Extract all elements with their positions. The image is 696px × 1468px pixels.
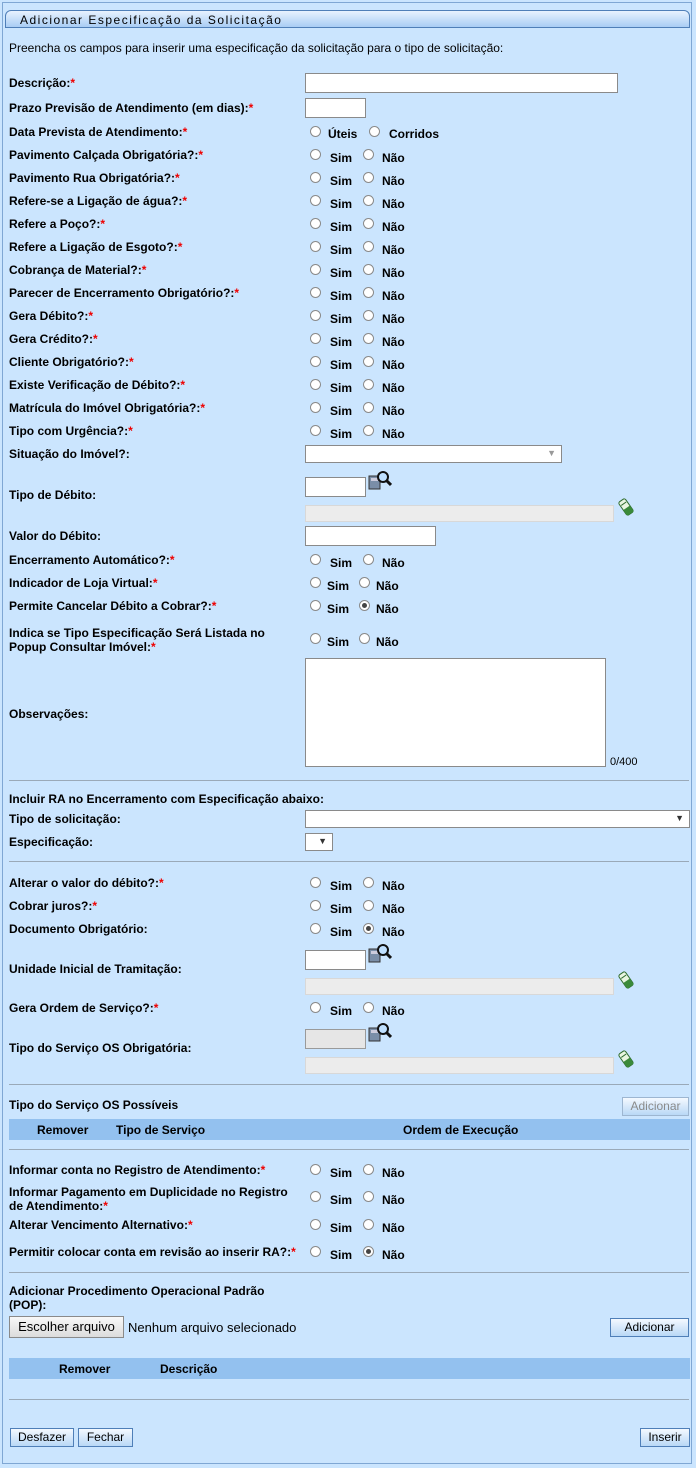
label-ligacao-agua: Refere-se a Ligação de água?:*	[9, 194, 188, 208]
label-valor-debito: Valor do Débito:	[9, 529, 102, 543]
col-ordem-execucao: Ordem de Execução	[403, 1123, 519, 1137]
radio-ligacao-agua-sim[interactable]	[310, 195, 321, 206]
adicionar-servico-button[interactable]: Adicionar	[622, 1097, 689, 1116]
label-especificacao: Especificação:	[9, 835, 94, 849]
label-sim: Sim	[330, 1166, 353, 1180]
label-sim: Sim	[330, 289, 353, 303]
label-sim: Sim	[330, 335, 353, 349]
label-prazo: Prazo Previsão de Atendimento (em dias):*	[9, 101, 254, 115]
observacoes-textarea[interactable]	[305, 658, 606, 767]
tipo-servico-os-input[interactable]	[305, 1029, 366, 1049]
label-sim: Sim	[330, 404, 353, 418]
divider	[9, 1272, 689, 1273]
label-nao: Não	[382, 879, 405, 893]
label-sim: Sim	[330, 174, 353, 188]
radio-cobranca-material-nao[interactable]	[363, 264, 374, 275]
label-sim: Sim	[330, 1193, 353, 1207]
label-descricao: Descrição:*	[9, 76, 76, 90]
divider	[9, 1084, 689, 1085]
radio-conta-revisao-nao[interactable]	[363, 1246, 374, 1257]
intro-text: Preencha os campos para inserir uma especificação da solicitação para o tipo de solicitação:	[9, 41, 504, 55]
radio-popup-consultar-nao[interactable]	[359, 633, 370, 644]
label-sim: Sim	[330, 197, 353, 211]
label-nao: Não	[382, 174, 405, 188]
choose-file-button[interactable]: Escolher arquivo	[9, 1316, 124, 1338]
radio-parecer-sim[interactable]	[310, 287, 321, 298]
radio-corridos[interactable]	[369, 126, 380, 137]
radio-pav-rua-sim[interactable]	[310, 172, 321, 183]
radio-alterar-valor-sim[interactable]	[310, 877, 321, 888]
label-nao: Não	[382, 556, 405, 570]
eraser-icon[interactable]	[617, 1050, 635, 1068]
radio-cliente-obrig-sim[interactable]	[310, 356, 321, 367]
situacao-imovel-select[interactable]: ▼	[305, 445, 562, 463]
label-nao: Não	[382, 197, 405, 211]
form-title: Adicionar Especificação da Solicitação	[20, 13, 283, 27]
radio-conta-revisao-sim[interactable]	[310, 1246, 321, 1257]
fechar-button[interactable]: Fechar	[78, 1428, 133, 1447]
label-gera-os: Gera Ordem de Serviço?:*	[9, 1001, 159, 1015]
label-doc-obrig: Documento Obrigatório:	[9, 922, 148, 936]
radio-gera-credito-nao[interactable]	[363, 333, 374, 344]
radio-informar-conta-nao[interactable]	[363, 1164, 374, 1175]
label-tipo-debito: Tipo de Débito:	[9, 488, 97, 502]
label-nao: Não	[382, 427, 405, 441]
label-venc-alternativo: Alterar Vencimento Alternativo:*	[9, 1218, 193, 1232]
label-sim: Sim	[330, 220, 353, 234]
label-parecer: Parecer de Encerramento Obrigatório?:*	[9, 286, 240, 300]
label-ligacao-esgoto: Refere a Ligação de Esgoto?:*	[9, 240, 183, 254]
pop-table-header	[9, 1358, 690, 1379]
form-title-bar	[5, 10, 690, 28]
radio-ligacao-agua-nao[interactable]	[363, 195, 374, 206]
tipo-solicitacao-select[interactable]: ▼	[305, 810, 690, 828]
radio-matricula-sim[interactable]	[310, 402, 321, 413]
radio-cancelar-debito-nao[interactable]	[359, 600, 370, 611]
label-sim: Sim	[327, 602, 350, 616]
radio-verif-debito-nao[interactable]	[363, 379, 374, 390]
label-sim: Sim	[330, 312, 353, 326]
label-nao: Não	[382, 220, 405, 234]
radio-alterar-valor-nao[interactable]	[363, 877, 374, 888]
label-pav-calcada: Pavimento Calçada Obrigatória?:*	[9, 148, 204, 162]
radio-pag-duplicidade-nao[interactable]	[363, 1191, 374, 1202]
tipo-debito-input[interactable]	[305, 477, 366, 497]
label-nao: Não	[382, 1004, 405, 1018]
label-pop-line1: Adicionar Procedimento Operacional Padrão	[9, 1284, 265, 1298]
label-sim: Sim	[330, 879, 353, 893]
radio-parecer-nao[interactable]	[363, 287, 374, 298]
col-remover: Remover	[37, 1123, 89, 1137]
label-nao: Não	[382, 358, 405, 372]
radio-pav-rua-nao[interactable]	[363, 172, 374, 183]
label-nao: Não	[382, 404, 405, 418]
divider	[9, 1149, 689, 1150]
label-matricula: Matrícula do Imóvel Obrigatória?:*	[9, 401, 206, 415]
magnifier-icon[interactable]	[368, 470, 392, 492]
label-nao: Não	[376, 579, 399, 593]
radio-doc-obrig-nao[interactable]	[363, 923, 374, 934]
label-sim: Sim	[327, 635, 350, 649]
label-cliente-obrig: Cliente Obrigatório?:*	[9, 355, 134, 369]
radio-pag-duplicidade-sim[interactable]	[310, 1191, 321, 1202]
radio-ligacao-esgoto-nao[interactable]	[363, 241, 374, 252]
desfazer-button[interactable]: Desfazer	[10, 1428, 74, 1447]
label-sim: Sim	[330, 266, 353, 280]
label-nao: Não	[382, 925, 405, 939]
radio-encerramento-auto-nao[interactable]	[363, 554, 374, 565]
label-pop-line2: (POP):	[9, 1298, 47, 1312]
label-incluir-ra: Incluir RA no Encerramento com Especificação abaixo:	[9, 792, 324, 806]
label-sim: Sim	[330, 902, 353, 916]
label-nao: Não	[382, 1193, 405, 1207]
radio-poco-sim[interactable]	[310, 218, 321, 229]
label-sim: Sim	[330, 1221, 353, 1235]
radio-popup-consultar-sim[interactable]	[310, 633, 321, 644]
tipo-servico-os-description	[305, 1057, 614, 1074]
label-alterar-valor: Alterar o valor do débito?:*	[9, 876, 164, 890]
radio-uteis[interactable]	[310, 126, 321, 137]
divider	[9, 861, 689, 862]
radio-gera-os-sim[interactable]	[310, 1002, 321, 1013]
label-nao: Não	[382, 151, 405, 165]
label-tipo-servico-os: Tipo do Serviço OS Obrigatória:	[9, 1041, 192, 1055]
radio-cliente-obrig-nao[interactable]	[363, 356, 374, 367]
label-situacao-imovel: Situação do Imóvel?:	[9, 447, 130, 461]
radio-pav-calcada-nao[interactable]	[363, 149, 374, 160]
label-sim: Sim	[330, 925, 353, 939]
label-gera-credito: Gera Crédito?:*	[9, 332, 98, 346]
prazo-input[interactable]	[305, 98, 366, 118]
col-remover: Remover	[59, 1362, 111, 1376]
label-gera-debito: Gera Débito?:*	[9, 309, 94, 323]
radio-urgencia-nao[interactable]	[363, 425, 374, 436]
radio-loja-virtual-sim[interactable]	[310, 577, 321, 588]
label-sim: Sim	[330, 1004, 353, 1018]
radio-cobrar-juros-nao[interactable]	[363, 900, 374, 911]
valor-debito-input[interactable]	[305, 526, 436, 546]
label-nao: Não	[382, 335, 405, 349]
label-sim: Sim	[330, 1248, 353, 1262]
label-nao: Não	[382, 381, 405, 395]
descricao-input[interactable]	[305, 73, 618, 93]
radio-cobrar-juros-sim[interactable]	[310, 900, 321, 911]
radio-urgencia-sim[interactable]	[310, 425, 321, 436]
radio-pav-calcada-sim[interactable]	[310, 149, 321, 160]
label-nao: Não	[382, 266, 405, 280]
divider	[9, 1399, 689, 1400]
radio-encerramento-auto-sim[interactable]	[310, 554, 321, 565]
label-sim: Sim	[330, 151, 353, 165]
radio-cancelar-debito-sim[interactable]	[310, 600, 321, 611]
label-nao: Não	[382, 902, 405, 916]
file-status: Nenhum arquivo selecionado	[128, 1320, 297, 1335]
label-sim: Sim	[327, 579, 350, 593]
divider	[9, 780, 689, 781]
os-table-header	[9, 1119, 690, 1140]
radio-doc-obrig-sim[interactable]	[310, 923, 321, 934]
magnifier-icon[interactable]	[368, 943, 392, 965]
eraser-icon[interactable]	[617, 498, 635, 516]
radio-matricula-nao[interactable]	[363, 402, 374, 413]
magnifier-icon[interactable]	[368, 1022, 392, 1044]
label-sim: Sim	[330, 381, 353, 395]
radio-ligacao-esgoto-sim[interactable]	[310, 241, 321, 252]
adicionar-pop-button[interactable]: Adicionar	[610, 1318, 689, 1337]
label-pag-duplicidade-line2: de Atendimento:*	[9, 1199, 108, 1213]
label-sim: Sim	[330, 556, 353, 570]
label-nao: Não	[382, 1248, 405, 1262]
unidade-inicial-description	[305, 978, 614, 995]
radio-gera-debito-nao[interactable]	[363, 310, 374, 321]
label-encerramento-auto: Encerramento Automático?:*	[9, 553, 175, 567]
label-popup-consultar-line2: Popup Consultar Imóvel:*	[9, 640, 156, 654]
label-nao: Não	[376, 635, 399, 649]
radio-loja-virtual-nao[interactable]	[359, 577, 370, 588]
label-informar-conta: Informar conta no Registro de Atendimento:*	[9, 1163, 266, 1177]
label-loja-virtual: Indicador de Loja Virtual:*	[9, 576, 158, 590]
eraser-icon[interactable]	[617, 971, 635, 989]
label-uteis: Úteis	[328, 127, 358, 141]
label-unidade-inicial: Unidade Inicial de Tramitação:	[9, 962, 182, 976]
col-tipo-servico: Tipo de Serviço	[116, 1123, 206, 1137]
radio-gera-os-nao[interactable]	[363, 1002, 374, 1013]
radio-gera-credito-sim[interactable]	[310, 333, 321, 344]
inserir-button[interactable]: Inserir	[640, 1428, 690, 1447]
label-nao: Não	[382, 1166, 405, 1180]
label-nao: Não	[382, 312, 405, 326]
radio-cobranca-material-sim[interactable]	[310, 264, 321, 275]
label-sim: Sim	[330, 427, 353, 441]
radio-venc-alternativo-nao[interactable]	[363, 1219, 374, 1230]
label-cobrar-juros: Cobrar juros?:*	[9, 899, 98, 913]
label-nao: Não	[382, 243, 405, 257]
radio-venc-alternativo-sim[interactable]	[310, 1219, 321, 1230]
label-pav-rua: Pavimento Rua Obrigatória?:*	[9, 171, 180, 185]
label-sim: Sim	[330, 358, 353, 372]
label-poco: Refere a Poço?:*	[9, 217, 106, 231]
label-nao: Não	[382, 289, 405, 303]
label-observacoes: Observações:	[9, 707, 89, 721]
observacoes-counter: 0/400	[610, 756, 638, 768]
label-cobranca-material: Cobrança de Material?:*	[9, 263, 147, 277]
tipo-debito-description	[305, 505, 614, 522]
label-tipo-solicitacao: Tipo de solicitação:	[9, 812, 121, 826]
radio-informar-conta-sim[interactable]	[310, 1164, 321, 1175]
label-pag-duplicidade-line1: Informar Pagamento em Duplicidade no Registro	[9, 1185, 288, 1199]
label-verif-debito: Existe Verificação de Débito?:*	[9, 378, 186, 392]
label-tipo-servico-possiveis: Tipo do Serviço OS Possíveis	[9, 1098, 179, 1112]
unidade-inicial-input[interactable]	[305, 950, 366, 970]
label-corridos: Corridos	[389, 127, 440, 141]
label-nao: Não	[376, 602, 399, 616]
label-data-prevista: Data Prevista de Atendimento:*	[9, 125, 188, 139]
radio-verif-debito-sim[interactable]	[310, 379, 321, 390]
label-nao: Não	[382, 1221, 405, 1235]
label-urgencia: Tipo com Urgência?:*	[9, 424, 133, 438]
label-popup-consultar-line1: Indica se Tipo Especificação Será Listada no	[9, 626, 265, 640]
label-cancelar-debito: Permite Cancelar Débito a Cobrar?:*	[9, 599, 217, 613]
especificacao-select[interactable]: ▼	[305, 833, 333, 851]
col-descricao: Descrição	[160, 1362, 218, 1376]
radio-poco-nao[interactable]	[363, 218, 374, 229]
label-conta-revisao: Permitir colocar conta em revisão ao inserir RA?:*	[9, 1245, 296, 1259]
label-sim: Sim	[330, 243, 353, 257]
radio-gera-debito-sim[interactable]	[310, 310, 321, 321]
